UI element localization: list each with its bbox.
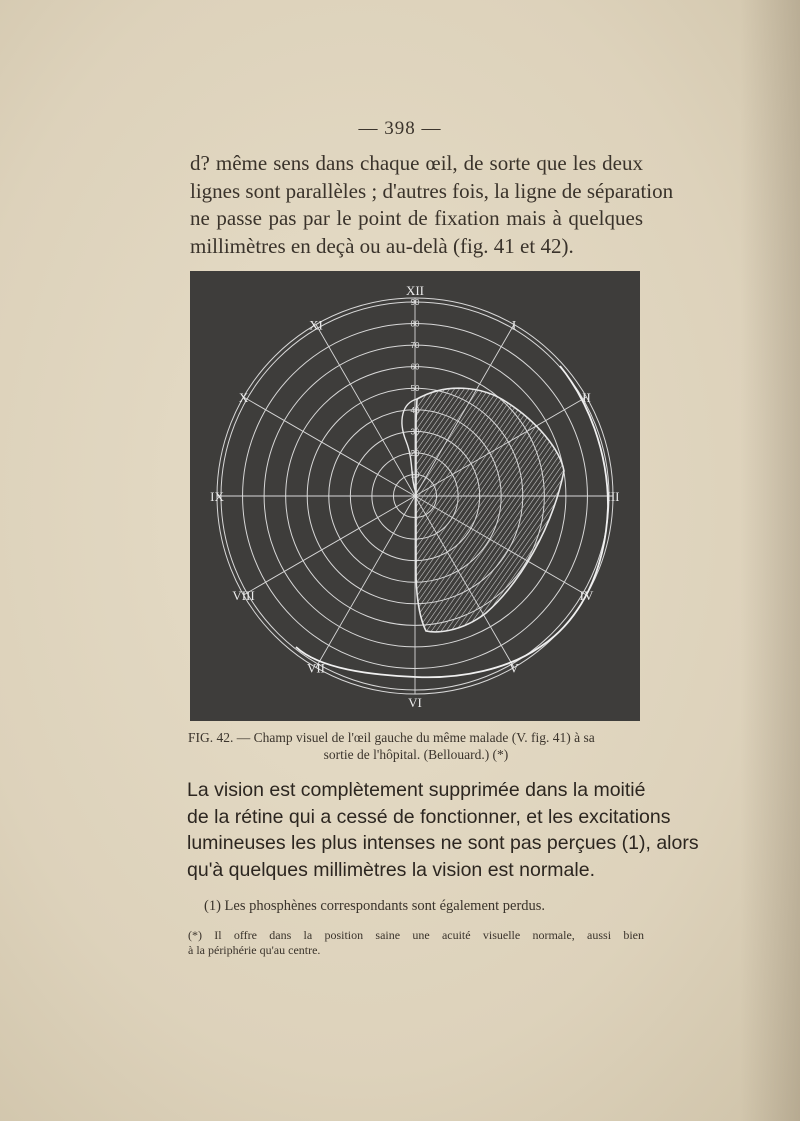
paragraph-1-line: lignes sont parallèles ; d'autres fois, la ligne de séparation: [190, 178, 674, 203]
ring-label: 50: [410, 384, 420, 394]
footnote-2-line: (*) Il offre dans la position saine une acuité visuelle normale, aussi bien: [188, 928, 644, 942]
meridian-label: II: [582, 390, 591, 405]
meridian-label: IV: [579, 588, 594, 603]
footnote-2: [188, 928, 644, 958]
paragraph-1: [190, 150, 674, 260]
paragraph-1-line: millimètres en deçà ou au-delà (fig. 41 et 42).: [190, 233, 574, 258]
meridian-label: IX: [210, 489, 224, 504]
grid-meridian: [244, 496, 415, 595]
meridian-label: I: [511, 317, 517, 333]
ring-label: 70: [410, 341, 420, 351]
caption-line-2: sortie de l'hôpital. (Bellouard.) (*): [323, 747, 509, 762]
paragraph-2-line: de la rétine qui a cessé de fonctionner, et les excitations: [187, 805, 671, 828]
meridian-label: VII: [306, 660, 326, 676]
visual-field-chart: [190, 271, 640, 721]
ring-label: 20: [410, 448, 420, 458]
grid-meridian: [316, 496, 415, 667]
ring-labels: [411, 298, 420, 479]
meridian-label: VI: [408, 695, 422, 710]
footnote-1: (1) Les phosphènes correspondants sont également perdus.: [204, 898, 546, 914]
grid-meridian: [244, 397, 415, 496]
meridian-label: XII: [405, 283, 425, 298]
paragraph-1-line: d? même sens dans chaque œil, de sorte que les deux: [190, 151, 643, 175]
paragraph-1-line: ne passe pas par le point de fixation mais à quelques: [190, 206, 643, 230]
meridian-label: VIII: [232, 588, 255, 603]
figure-caption: [188, 729, 644, 763]
meridian-label: X: [238, 390, 249, 405]
paragraph-2-line: lumineuses les plus intenses ne sont pas perçues (1), alors: [187, 832, 699, 854]
page-gutter-shadow: [740, 0, 800, 1121]
visual-field-area: [416, 388, 564, 632]
page-number: — 398 —: [358, 118, 442, 139]
paragraph-2-line: La vision est complètement supprimée dans la moitié: [187, 779, 646, 801]
meridian-label: V: [509, 660, 519, 676]
ring-label: 60: [410, 362, 420, 372]
paragraph-2-line: qu'à quelques millimètres la vision est normale.: [187, 858, 595, 881]
caption-line-1: FIG. 42. — Champ visuel de l'œil gauche du même malade (V. fig. 41) à sa: [188, 730, 595, 745]
grid-meridian: [316, 325, 415, 496]
paragraph-2: [187, 777, 699, 883]
ring-label: 80: [410, 319, 420, 329]
ring-label: 30: [410, 427, 420, 437]
meridian-label: XI: [309, 317, 323, 333]
ring-label: 10: [410, 470, 420, 480]
ring-label: 90: [410, 298, 420, 307]
visual-field-figure: [190, 271, 640, 721]
ring-label: 40: [410, 405, 420, 415]
footnote-2-line: à la périphérie qu'au centre.: [188, 943, 321, 957]
meridian-label: III: [606, 489, 620, 504]
